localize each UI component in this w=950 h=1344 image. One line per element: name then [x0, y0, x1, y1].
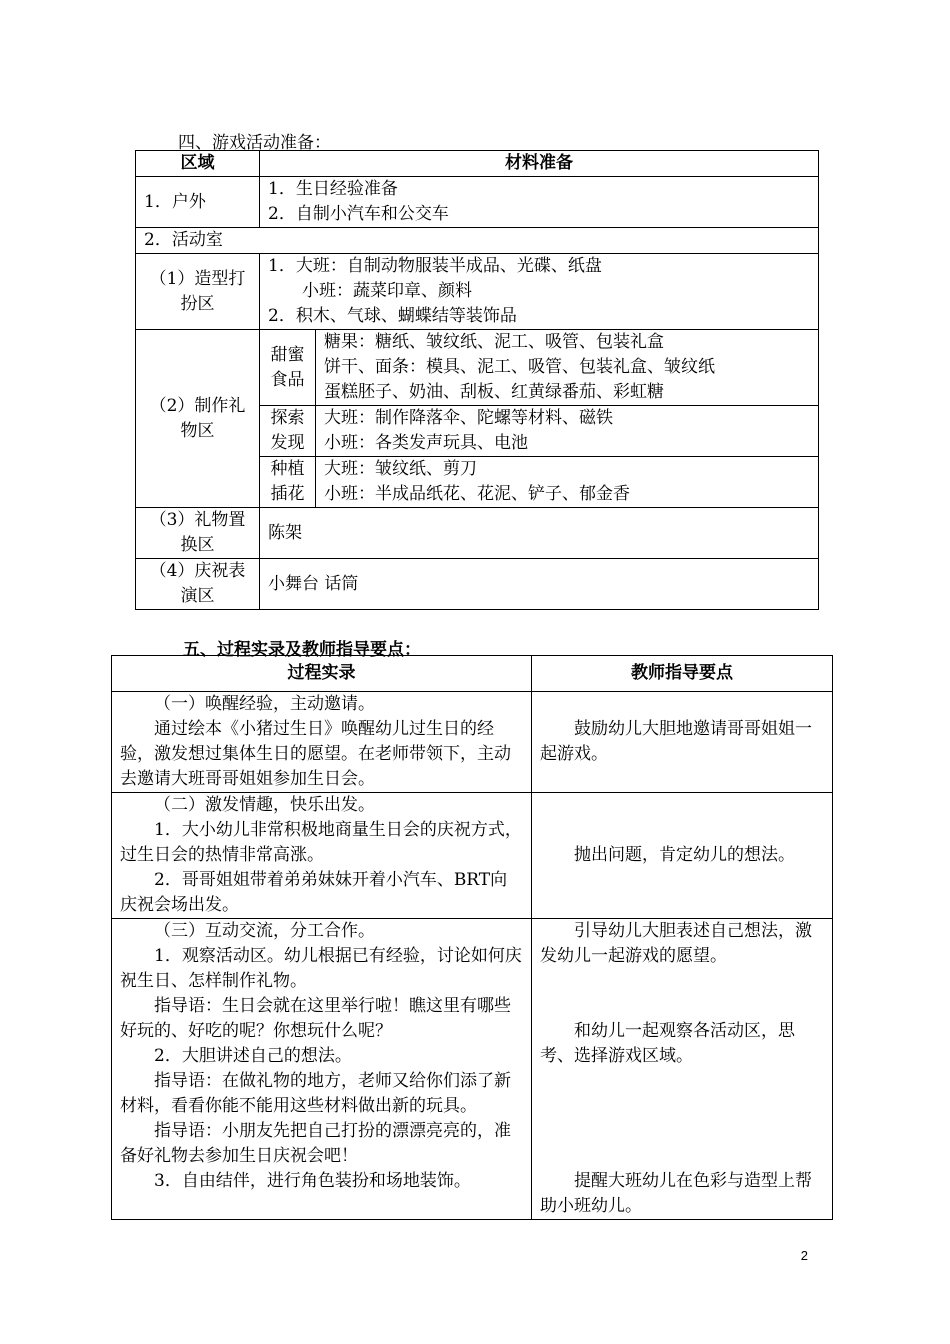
guide-row-3: 引导幼儿大胆表述自己想法，激发幼儿一起游戏的愿望。 和幼儿一起观察各活动区，思考、选择游戏区域。 提醒大班幼儿在色彩与造型上帮助小班幼儿。	[532, 919, 833, 1220]
guide-row-1: 鼓励幼儿大胆地邀请哥哥姐姐一起游戏。	[532, 692, 833, 793]
materials-explore: 大班：制作降落伞、陀螺等材料、磁铁 小班：各类发声玩具、电池	[316, 406, 819, 457]
materials-exchange: 陈架	[260, 508, 819, 559]
materials-outdoor: 1．生日经验准备 2．自制小汽车和公交车	[260, 177, 819, 228]
section-5-title: 五、过程实录及教师指导要点：	[183, 640, 421, 660]
process-table	[111, 655, 833, 1220]
area-perform: （4）庆祝表演区	[136, 559, 260, 610]
guide-row-2: 抛出问题，肯定幼儿的想法。	[532, 793, 833, 919]
header-record: 过程实录	[112, 656, 532, 692]
record-row-3: （三）互动交流，分工合作。 1．观察活动区。幼儿根据已有经验，讨论如何庆祝生日、怎样制作礼物。 指导语：生日会就在这里举行啦！瞧这里有哪些好玩的、好吃的呢？你想玩什么呢？ 2．大胆讲述自己的想法。 指导语：在做礼物的地方，老师又给你们添了新材料，看看你能不能用这些材料做出新的玩具。 指导语：小朋友先把自己打扮的漂漂亮亮的，准备好礼物去参加生日庆祝会吧！ 3．自由结伴，进行角色装扮和场地装饰。	[112, 919, 532, 1220]
header-materials: 材料准备	[260, 151, 819, 177]
header-area: 区域	[136, 151, 260, 177]
area-room: 2．活动室	[136, 228, 819, 254]
materials-plant: 大班：皱纹纸、剪刀 小班：半成品纸花、花泥、铲子、郁金香	[316, 457, 819, 508]
section-4-title: 四、游戏活动准备：	[178, 133, 331, 153]
sub-plant: 种植插花	[260, 457, 316, 508]
header-guide: 教师指导要点	[532, 656, 833, 692]
area-dress-up: （1）造型打扮区	[136, 254, 260, 330]
materials-perform: 小舞台 话筒	[260, 559, 819, 610]
record-row-1: （一）唤醒经验，主动邀请。 通过绘本《小猪过生日》唤醒幼儿过生日的经验，激发想过集体生日的愿望。在老师带领下，主动去邀请大班哥哥姐姐参加生日会。	[112, 692, 532, 793]
sub-explore: 探索发现	[260, 406, 316, 457]
page-number: 2	[800, 1248, 808, 1263]
materials-table	[135, 150, 819, 610]
area-outdoor: 1．户外	[136, 177, 260, 228]
materials-sweet: 糖果：糖纸、皱纹纸、泥工、吸管、包装礼盒 饼干、面条：模具、泥工、吸管、包装礼盒、皱纹纸 蛋糕胚子、奶油、刮板、红黄绿番茄、彩虹糖	[316, 330, 819, 406]
record-row-2: （二）激发情趣，快乐出发。 1．大小幼儿非常积极地商量生日会的庆祝方式，过生日会的热情非常高涨。 2．哥哥姐姐带着弟弟妹妹开着小汽车、BRT向庆祝会场出发。	[112, 793, 532, 919]
sub-sweet: 甜蜜食品	[260, 330, 316, 406]
area-gift: （2）制作礼物区	[136, 330, 260, 508]
area-exchange: （3）礼物置换区	[136, 508, 260, 559]
materials-dress-up: 1．大班：自制动物服装半成品、光碟、纸盘 小班：蔬菜印章、颜料 2．积木、气球、蝴蝶结等装饰品	[260, 254, 819, 330]
